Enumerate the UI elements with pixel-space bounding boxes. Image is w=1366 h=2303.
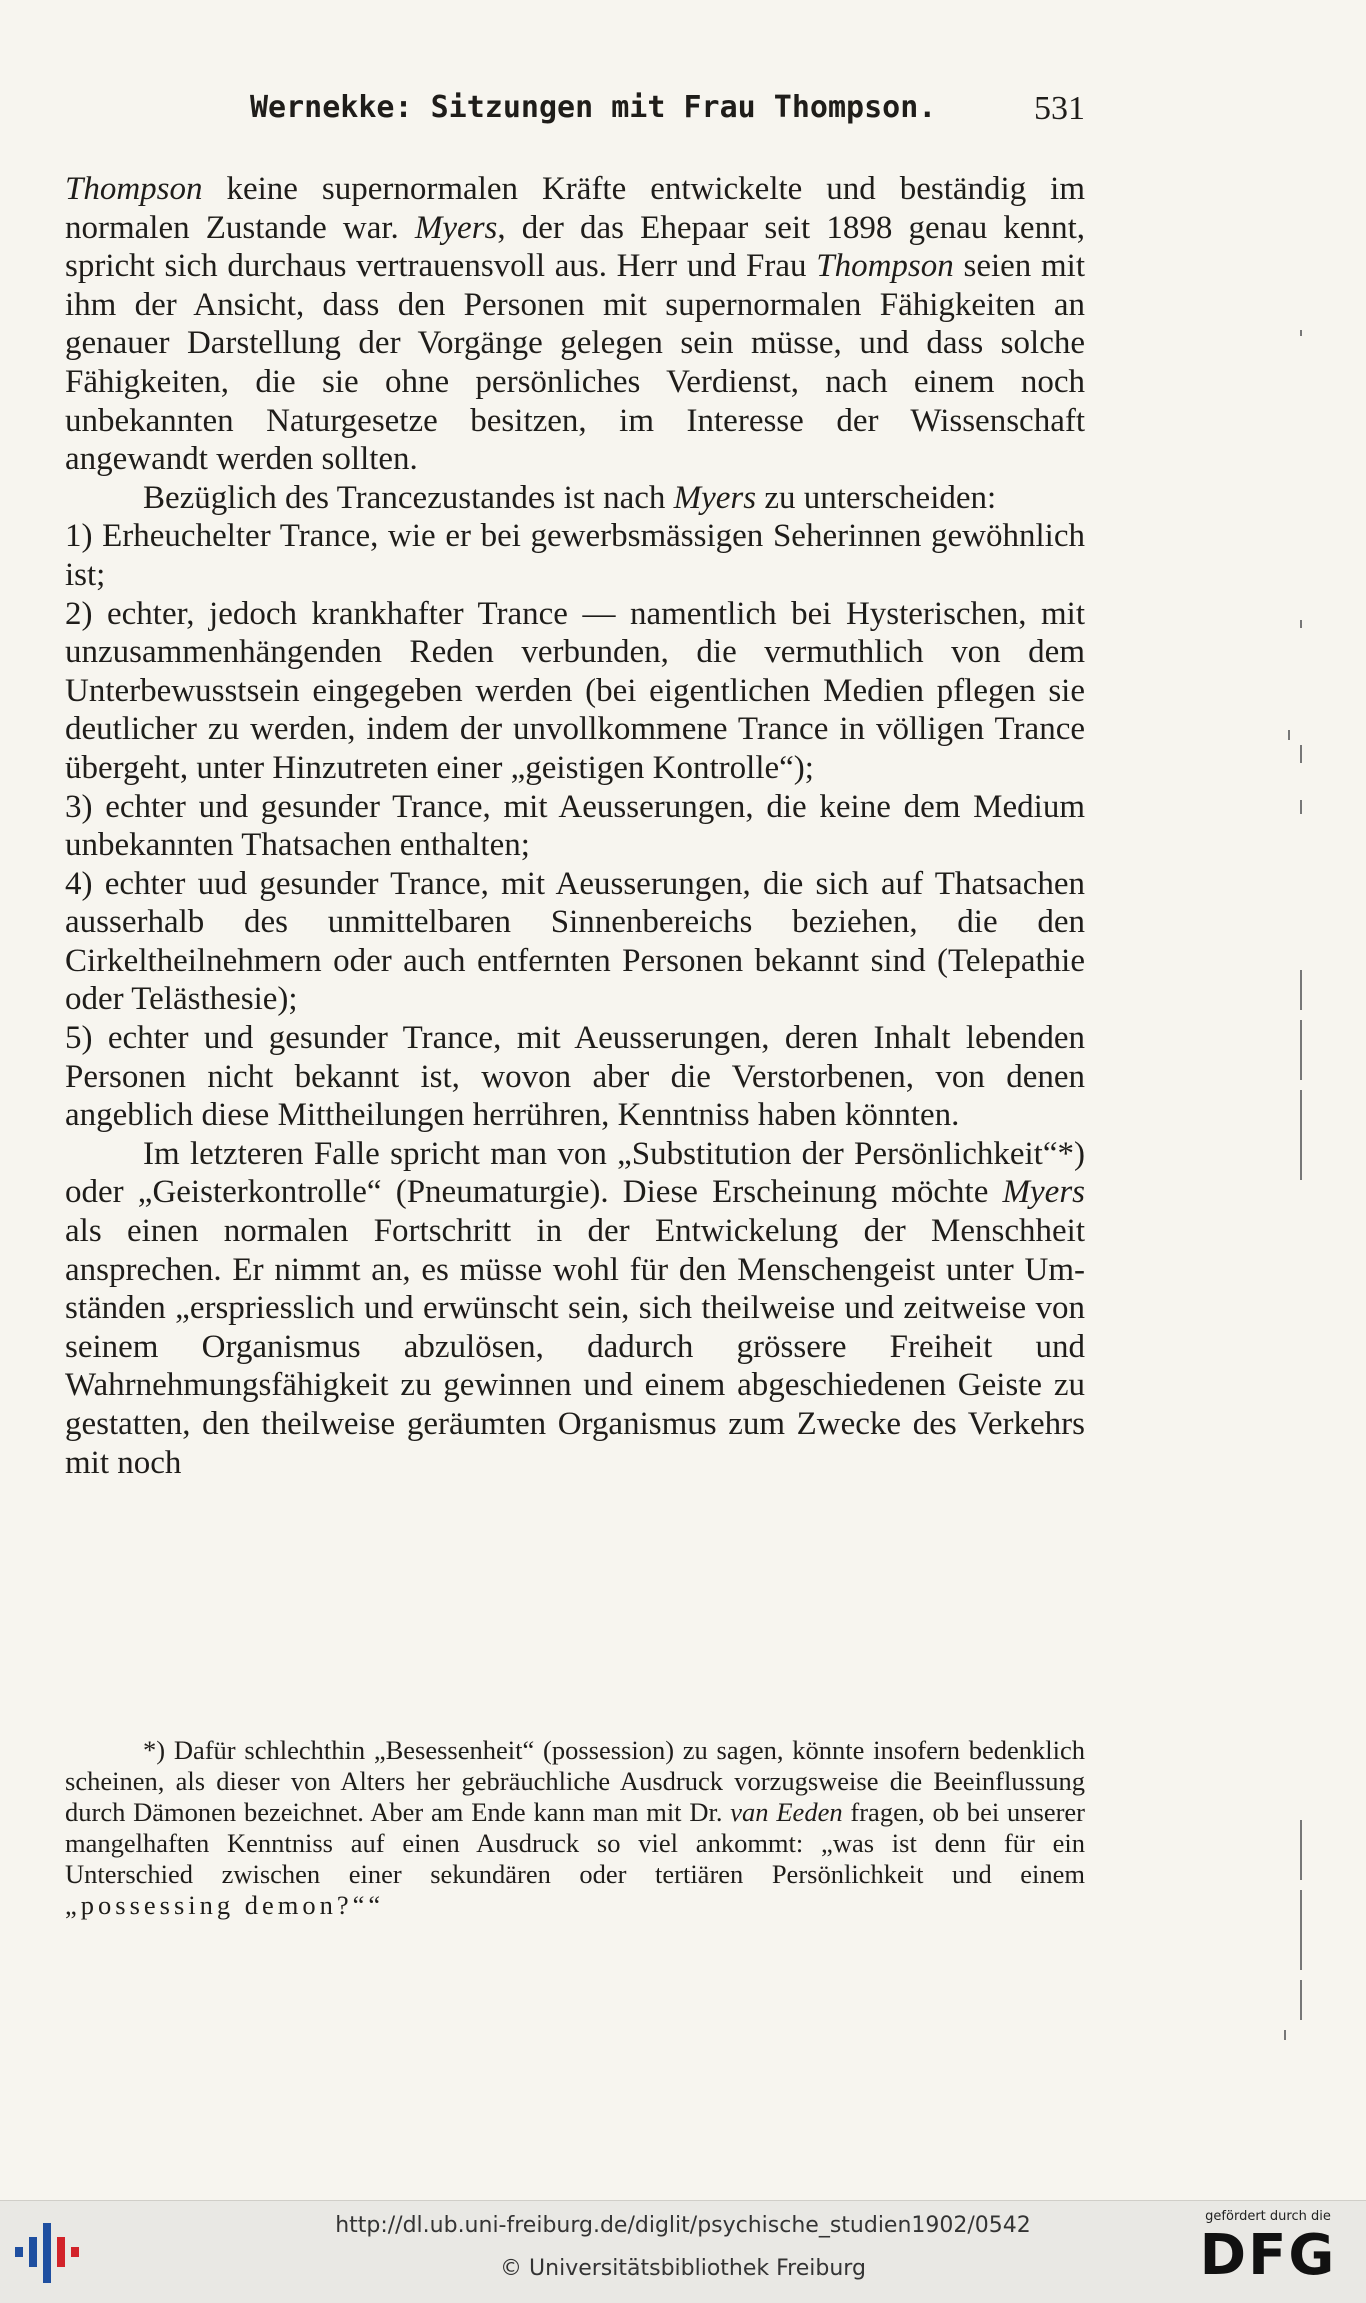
margin-mark bbox=[1300, 970, 1302, 1010]
text-run: keine supernormalen Kräfte entwickelte und beständig im normalen Zustande war. bbox=[65, 171, 1085, 246]
main-text bbox=[65, 170, 1085, 1482]
margin-mark bbox=[1300, 1020, 1302, 1080]
margin-mark bbox=[1288, 730, 1290, 740]
page-header bbox=[65, 90, 1085, 140]
text-run: , der das Ehepaar seit 1898 genau kennt, spricht sich durchaus vertrauensvoll aus. Herr und Frau bbox=[65, 209, 1085, 285]
margin-mark bbox=[1300, 800, 1302, 814]
text-run: als einen normalen Fortschritt in der Entwickelung der Menschheit ansprechen. Er nimmt an, es müsse wohl für den Menschengeist unter Umständen „erspriesslich und erwünscht sein, sich theilweise und zeitweise von seinem Organismus abzulösen, dadurch grössere Freiheit und Wahrnehmungsfähigkeit zu gewinnen und einem abgeschiedenen Geiste zu gestatten, den theilweise geräumten Organismus zum Zwecke des Verkehrs mit noch bbox=[65, 1213, 1085, 1481]
dfg-caption: gefördert durch die bbox=[1205, 2209, 1331, 2224]
margin-mark bbox=[1300, 1980, 1302, 2020]
text-run: seien mit ihm der Ansicht, dass den Personen mit supernormalen Fähigkeiten an genauer Darstellung der Vorgänge gelegen sein müsse, und dass solche Fähigkeiten, die sie ohne persönliches Verdienst, nach einem noch unbekannten Naturgesetze besitzen, im Interesse der Wissenschaft angewandt werden sollten. bbox=[65, 248, 1085, 478]
permalink-url[interactable]: http://dl.ub.uni-freiburg.de/diglit/psychische_studien1902/0542 bbox=[335, 2213, 1031, 2238]
margin-mark bbox=[1284, 2030, 1286, 2040]
text-run: *) Dafür schlechthin „Besessenheit“ (possession) zu sagen, könnte insofern bedenklich scheinen, als dieser von Alters her gebräuchliche Ausdruck vorzugsweise die Beeinflussung durch Dämonen bezeichnet. Aber am Ende kann man mit Dr. bbox=[65, 1735, 1085, 1827]
viewer-footer bbox=[0, 2200, 1366, 2303]
italic-name: Myers bbox=[414, 209, 498, 246]
margin-mark bbox=[1300, 1820, 1302, 1880]
italic-name: Thompson bbox=[65, 171, 203, 207]
list-item: 2) echter, jedoch krankhafter Trance — namentlich bei Hysterischen, mit unzusammenhängenden Reden verbunden, die vermuthlich von dem Unterbewusstsein eingegeben werden (bei eigentlichen Medien pflegen sie deutlicher zu werden, indem der unvollkommene Trance in völligen Trance übergeht, unter Hinzutreten einer „geistigen Kontrolle“); bbox=[65, 595, 1085, 786]
margin-mark bbox=[1300, 1090, 1302, 1180]
text-run: “ bbox=[368, 1890, 381, 1920]
list-item: 3) echter und gesunder Trance, mit Aeusserungen, die keine dem Medium unbekannten Thatsachen enthalten; bbox=[65, 788, 1085, 864]
paragraph bbox=[65, 170, 1085, 479]
italic-name: Thompson bbox=[816, 248, 954, 285]
list-item: 4) echter uud gesunder Trance, mit Aeusserungen, die sich auf Thatsachen ausserhalb des unmittelbaren Sinnenbereichs beziehen, die den Cirkeltheilnehmern oder auch entfernten Personen bekannt sind (Telepathie oder Telästhesie); bbox=[65, 865, 1085, 1018]
running-head: Wernekke: Sitzungen mit Frau Thompson. bbox=[250, 90, 937, 125]
italic-name: Myers bbox=[1002, 1174, 1085, 1211]
paragraph bbox=[65, 479, 1085, 518]
footnote-text bbox=[65, 1735, 1085, 1921]
margin-mark bbox=[1300, 330, 1302, 336]
dfg-logo-icon bbox=[1188, 2209, 1348, 2299]
page-number: 531 bbox=[1034, 90, 1085, 127]
italic-name: Myers bbox=[673, 479, 757, 516]
text-run: Im letzteren Falle spricht man von „Substitution der Persönlichkeit“*) oder „Geisterkontrolle“ (Pneumaturgie). Diese Erscheinung möchte bbox=[65, 1135, 1085, 1211]
dfg-logo-text: DFG bbox=[1199, 2223, 1337, 2288]
paragraph bbox=[65, 1135, 1085, 1482]
text-run: Bezüglich des Trancezustandes ist nach bbox=[143, 479, 674, 516]
list-item: 1) Erheuchelter Trance, wie er bei gewerbsmässigen Seherinnen gewöhnlich ist; bbox=[65, 518, 1085, 593]
text-run: fragen, ob bei unserer mangelhaften Kenntniss auf einen Ausdruck so viel ankommt: „was ist denn für ein Unterschied zwischen einer sekundären oder tertiären Persönlichkeit und einem bbox=[65, 1797, 1085, 1889]
spaced-quote: „possessing demon?“ bbox=[65, 1890, 369, 1920]
footnote bbox=[65, 1735, 1085, 1921]
text-run: zu unterscheiden: bbox=[756, 479, 997, 516]
margin-mark bbox=[1300, 1890, 1302, 1970]
copyright-notice: © Universitätsbibliothek Freiburg bbox=[500, 2256, 866, 2281]
margin-marks bbox=[1300, 330, 1320, 2050]
margin-mark bbox=[1300, 745, 1302, 763]
list-item: 5) echter und gesunder Trance, mit Aeusserungen, deren Inhalt lebenden Personen nicht bekannt ist, wovon aber die Verstorbenen, von denen angeblich diese Mittheilungen herrühren, Kenntniss haben könnten. bbox=[65, 1020, 1085, 1134]
margin-mark bbox=[1300, 620, 1302, 628]
italic-name: van Eeden bbox=[730, 1797, 843, 1827]
